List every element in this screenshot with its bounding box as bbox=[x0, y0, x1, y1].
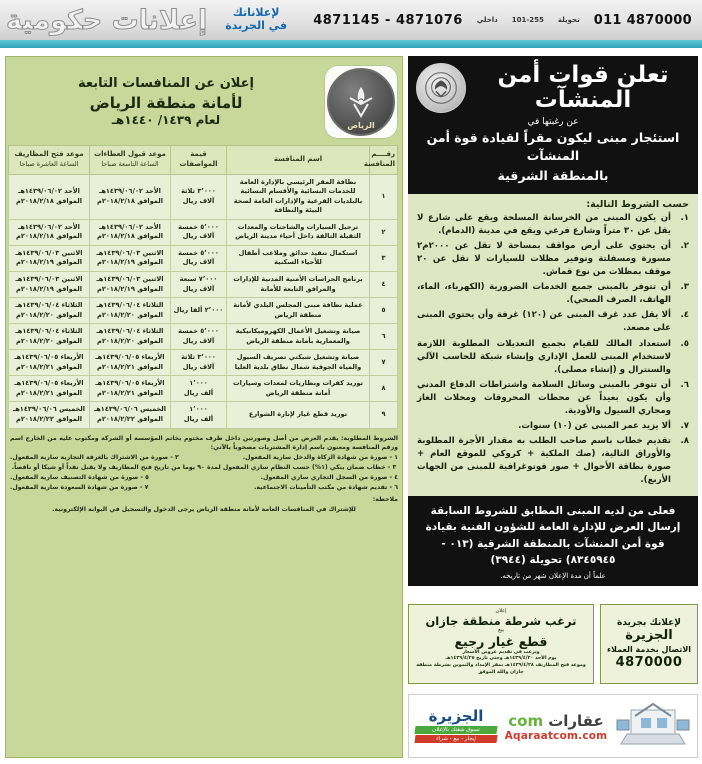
row-spec-words: آلاف ريال bbox=[182, 196, 215, 205]
row-spec-words: ألف ريال bbox=[183, 414, 214, 423]
row-spec-words: آلاف ريال bbox=[182, 258, 215, 267]
security-ad-footer bbox=[408, 496, 698, 586]
requirement-item-3: ٣ - خطاب ضمان بنكي (١%) حسب النظام ساري المفعول لمدة ٩٠ يوما من تاريخ فتح المظاريف ولا يقبل نقداً أو شيكا أو ناقصاً. bbox=[11, 464, 397, 472]
condition-item bbox=[417, 212, 689, 238]
row-spec-amount: ٣٬٠٠٠ ثلاثة bbox=[181, 353, 216, 362]
requirement-item-1: ١ - صورة من شهادة الزكاة والدخل سارية المفعول. bbox=[242, 454, 398, 462]
condition-item bbox=[417, 240, 689, 279]
tenders-title-line3: لعام ١٤٣٩/ ١٤٤٠هـ bbox=[111, 112, 221, 127]
row-bid-greg: الموافق ٢٠١٨/٢/٢٠م bbox=[97, 336, 163, 345]
row-open-hijri: الثلاثاء ١٤٣٩/٠٦/٠٤هـ bbox=[15, 301, 83, 310]
jazan-ad-label: إعلان bbox=[495, 608, 507, 614]
row-open-hijri: الأربعاء ١٤٣٩/٠٦/٠٥هـ bbox=[14, 379, 84, 388]
jazirah-logo-block bbox=[415, 709, 497, 743]
row-bid-greg: الموافق ٢٠١٨/٢/١٨م bbox=[97, 232, 163, 241]
condition-item bbox=[417, 435, 689, 487]
note-label: ملاحظة: bbox=[372, 496, 398, 504]
security-ad-headline: تعلن قوات أمن المنشآت bbox=[497, 62, 669, 114]
row-open-date bbox=[9, 298, 90, 324]
row-open-hijri: الأربعاء ١٤٣٩/٠٦/٠٥هـ bbox=[14, 353, 84, 362]
col-open-date-l1: موعد فتح المظاريف bbox=[14, 150, 84, 159]
laptop-house-icon bbox=[615, 700, 691, 752]
table-row bbox=[9, 298, 398, 324]
row-bid-greg: الموافق ٢٠١٨/٢/٢١م bbox=[97, 388, 163, 397]
col-tender-number-l2: المنافسة bbox=[363, 159, 395, 168]
condition-text: أن تتوفر بالمبنى جميع الخدمات الضرورية (الكهرباء، الماء، الهاتف، الصرف الصحي). bbox=[417, 282, 671, 306]
row-bid-date bbox=[90, 219, 171, 245]
emblem-label: الرياض bbox=[347, 121, 375, 130]
row-bid-date bbox=[90, 271, 171, 297]
col-tender-number bbox=[363, 146, 398, 175]
condition-item bbox=[417, 420, 689, 433]
note-text: للإشتراك في المنافسات العامة لأمانة منطقة الرياض يرجى الدخول والتسجيل في البوابة الإلكترونية. bbox=[52, 505, 356, 513]
contact-newspaper-name: الجزيرة bbox=[625, 628, 673, 644]
row-number: ٥ bbox=[370, 298, 398, 324]
row-open-hijri: الأحد ١٤٣٩/٠٦/٠٢هـ bbox=[18, 222, 80, 231]
requirements-pair-1 bbox=[10, 453, 398, 463]
row-bid-date bbox=[90, 245, 171, 271]
row-spec-amount: ١٬٠٠٠ bbox=[189, 405, 208, 414]
condition-item bbox=[417, 281, 689, 307]
requirement-item-2: ٢ - صورة من الاشتراك بالغرفة التجارية سارية المفعول. bbox=[10, 454, 179, 462]
row-bid-hijri: الأحد ١٤٣٩/٠٦/٠٢هـ bbox=[99, 222, 161, 231]
row-spec bbox=[171, 350, 227, 376]
condition-text: استعداد المالك للقيام بجميع التعديلات المطلوبة اللازمة لاستخدام المبنى للعمل الإداري وإنشاء شبكة للحاسب الآلي والسنترال و (إنشاء مصلى). bbox=[417, 338, 671, 375]
condition-text: ألا يزيد عمر المبنى عن (١٠) سنوات. bbox=[518, 420, 671, 431]
row-bid-hijri: الثلاثاء ١٤٣٩/٠٦/٠٤هـ bbox=[96, 327, 164, 336]
tenders-title-block bbox=[10, 76, 318, 129]
row-name: برنامج الحراسات الأمنية المدنية للإدارات والمرافق التابعة للأمانة bbox=[227, 271, 370, 297]
jazan-ad-detail1: وترغب في تقديم عروض الأسعار bbox=[462, 649, 540, 655]
row-spec-words: ألف ريال bbox=[183, 388, 214, 397]
row-number: ٦ bbox=[370, 324, 398, 350]
condition-number: ٦. bbox=[680, 379, 689, 390]
row-bid-date bbox=[90, 350, 171, 376]
table-row bbox=[9, 350, 398, 376]
table-row bbox=[9, 271, 398, 297]
row-number: ٤ bbox=[370, 271, 398, 297]
row-bid-hijri: الأربعاء ١٤٣٩/٠٦/٠٥هـ bbox=[95, 353, 165, 362]
main-phone: 011 4870000 bbox=[593, 12, 692, 28]
masthead-title-group bbox=[0, 4, 288, 36]
jazan-ad-detail3: وموعد فتح المظاريف ١٤٣٩/٤/٢٨هـ بمقر الإمداد والتموين بشرطة منطقة bbox=[416, 663, 586, 669]
col-tender-number-l1: رقــــم bbox=[371, 150, 395, 158]
security-ad-header bbox=[408, 56, 698, 194]
jazan-ad-detail4: جازان والله الموفق bbox=[478, 670, 524, 676]
row-spec-amount: ٥٬٠٠٠ خمسة bbox=[178, 327, 219, 336]
row-bid-date bbox=[90, 298, 171, 324]
table-row bbox=[9, 174, 398, 219]
conditions-title: حسب الشروط التالية: bbox=[586, 198, 689, 210]
jazan-ad-line1: ترغب شرطة منطقة جازان bbox=[425, 614, 577, 628]
condition-number: ١. bbox=[680, 212, 689, 223]
condition-number: ٢. bbox=[680, 241, 689, 252]
small-ads-row bbox=[408, 604, 698, 684]
row-open-greg: الموافق ٢٠١٨/٢/١٨م bbox=[16, 196, 82, 205]
tenders-title-line2: لأمانة منطقة الرياض bbox=[89, 93, 243, 112]
row-bid-date bbox=[90, 376, 171, 402]
row-open-date bbox=[9, 174, 90, 219]
ads-invite bbox=[225, 7, 287, 32]
table-row bbox=[9, 219, 398, 245]
row-open-greg: الموافق ٢٠١٨/٢/٢١م bbox=[16, 362, 82, 371]
row-bid-hijri: الاثنين ١٤٣٩/٠٦/٠٣هـ bbox=[96, 248, 164, 257]
row-spec bbox=[171, 298, 227, 324]
row-number: ٢ bbox=[370, 219, 398, 245]
row-bid-greg: الموافق ٢٠١٨/٢/٢١م bbox=[97, 362, 163, 371]
condition-item bbox=[417, 309, 689, 335]
row-spec bbox=[171, 219, 227, 245]
col-open-date bbox=[9, 146, 90, 175]
requirements-intro: الشروط المطلوبة: يقدم العرض من أصل وصورتين داخل ظرف مختوم بخاتم المؤسسة أو الشركة ومكتوب عليه من الخارج اسم ورقم المنافسة ومعنون باسم إدارة المشتريات مصحوباً بالآتي: bbox=[10, 434, 398, 452]
row-bid-date bbox=[90, 174, 171, 219]
row-spec bbox=[171, 324, 227, 350]
tender-requirements bbox=[10, 434, 398, 515]
direct-label: داخلي bbox=[476, 16, 498, 24]
condition-number: ٤. bbox=[680, 310, 689, 321]
security-ad-conditions bbox=[408, 194, 698, 496]
security-forces-emblem bbox=[416, 63, 466, 113]
col-tender-name: اسم المنافسة bbox=[227, 146, 370, 175]
row-open-date bbox=[9, 350, 90, 376]
row-bid-greg: الموافق ٢٠١٨/٢/١٩م bbox=[97, 284, 163, 293]
condition-item bbox=[417, 338, 689, 377]
row-spec-words: آلاف ريال bbox=[182, 284, 215, 293]
extension-range: 101-255 bbox=[511, 16, 544, 24]
row-open-date bbox=[9, 402, 90, 428]
direct-numbers: 4871145 - 4871076 bbox=[313, 12, 463, 28]
jazan-ad-detail2: يوم الأحد ١٤٣٩/٤/٢٠هـ وحتى تاريخ ١٤٣٩/٤/٢٥هـ bbox=[445, 656, 557, 662]
aqaraatcom-banner[interactable] bbox=[408, 694, 698, 758]
riyadh-municipality-emblem bbox=[324, 65, 398, 139]
row-spec-words: آلاف ريال bbox=[182, 362, 215, 371]
requirement-item-5: ٥ - صورة من شهادة التصنيف سارية المفعول. bbox=[10, 474, 149, 482]
palm-swords-icon bbox=[341, 82, 381, 122]
row-bid-date bbox=[90, 402, 171, 428]
col-spec-value: قيمة المواصفات bbox=[171, 146, 227, 175]
row-open-date bbox=[9, 271, 90, 297]
row-number: ٨ bbox=[370, 376, 398, 402]
row-spec bbox=[171, 245, 227, 271]
jazan-ad-line2: قطع غيار رجيع bbox=[454, 633, 548, 649]
requirement-item-4: ٤ - صورة من السجل التجاري ساري المفعول. bbox=[260, 474, 398, 482]
row-bid-greg: الموافق ٢٠١٨/٢/١٨م bbox=[97, 196, 163, 205]
banner-tagline-2: إيجار - بيع - شراء bbox=[414, 735, 497, 743]
condition-text: أن تتوفر بالمبنى وسائل السلامة واشتراطات الدفاع المدني وأن يكون بعيداً عن محطات المحروقات ومحلات الغاز ومجاري السيول والأودية. bbox=[417, 379, 671, 416]
condition-number: ٧. bbox=[680, 420, 689, 431]
condition-text: أن يكون المبنى من الخرسانة المسلحة ويقع على شارع لا يقل عن ٣٠ متراً وشارع فرعي ويقع في مدينة (الدمام). bbox=[417, 212, 671, 237]
row-name: صيانة وتشغيل الأعمال الكهروميكانيكية والمعمارية بأمانة منطقة الرياض bbox=[227, 324, 370, 350]
ads-invite-line2: في الجريدة bbox=[225, 19, 288, 32]
contact-line1: لإعلانك بجريدة bbox=[617, 618, 681, 629]
row-spec bbox=[171, 402, 227, 428]
jazirah-logo-text: الجزيرة bbox=[428, 707, 484, 725]
contact-line3: الاتصال بخدمة العملاء bbox=[606, 644, 692, 654]
row-open-greg: الموافق ٢٠١٨/٢/٢١م bbox=[16, 388, 82, 397]
condition-number: ٣. bbox=[680, 282, 689, 293]
row-bid-hijri: الثلاثاء ١٤٣٩/٠٦/٠٤هـ bbox=[96, 301, 164, 310]
banner-brand bbox=[497, 711, 615, 742]
row-open-greg: الموافق ٢٠١٨/٢/٢٠م bbox=[16, 310, 82, 319]
col-bid-deadline-l2: الساعة التاسعة صباحا bbox=[101, 160, 159, 169]
row-bid-greg: الموافق ٢٠١٨/٢/٢٠م bbox=[97, 310, 163, 319]
row-number: ٣ bbox=[370, 245, 398, 271]
row-name: استكمال تنفيذ حدائق وملاعب أطفال للأحياء السكنية bbox=[227, 245, 370, 271]
row-open-hijri: الخميس ١٤٣٩/٠٦/٠٦هـ bbox=[12, 405, 86, 414]
row-bid-greg: الموافق ٢٠١٨/٢/١٩م bbox=[97, 258, 163, 267]
jazan-ad-mid: بيع bbox=[497, 627, 505, 634]
row-spec-amount: ٥٬٠٠٠ خمسة bbox=[178, 222, 219, 231]
row-open-date bbox=[9, 324, 90, 350]
row-spec-words: آلاف ريال bbox=[182, 336, 215, 345]
row-name: توريد كفرات وبطاريات لمعدات وسيارات أمانة منطقة الرياض bbox=[227, 376, 370, 402]
row-bid-date bbox=[90, 324, 171, 350]
row-open-greg: الموافق ٢٠١٨/٢/١٩م bbox=[16, 284, 82, 293]
requirement-item-6: ٦ - تقديم شهادة من مكتب التأمينات الاجتماعية. bbox=[254, 484, 398, 492]
condition-text: أن يحتوي على أرض مواقف بمساحة لا تقل عن ٢٠٠٠م٢ مسورة ومسفلتة وتوفير مظلات للسيارات لا تقل عن ٢٠ موقف بمظلات من نوع قماش. bbox=[417, 241, 671, 278]
row-spec-words: آلاف ريال bbox=[182, 232, 215, 241]
facilities-security-ad bbox=[408, 56, 698, 586]
row-spec-amount: ٥٬٠٠٠ خمسة bbox=[178, 248, 219, 257]
security-ad-sub3: بالمنطقة الشرقية bbox=[497, 167, 609, 183]
row-bid-greg: الموافق ٢٠١٨/٢/٢٢م bbox=[97, 414, 163, 423]
row-spec-amount: ٣٬٠٠٠ ثلاثة bbox=[181, 187, 216, 196]
ads-invite-line1: لإعلاناتك bbox=[232, 6, 280, 20]
row-bid-hijri: الخميس ١٤٣٩/٠٦/٠٦هـ bbox=[93, 405, 167, 414]
row-open-date bbox=[9, 219, 90, 245]
row-open-greg: الموافق ٢٠١٨/٢/١٨م bbox=[16, 232, 82, 241]
security-ad-sub2: استئجار مبنى ليكون مقراً لقيادة قوة أمن المنشآت bbox=[426, 129, 680, 163]
col-open-date-l2: الساعة العاشرة صباحا bbox=[19, 160, 79, 169]
row-open-hijri: الاثنين ١٤٣٩/٠٦/٠٣هـ bbox=[15, 274, 83, 283]
row-spec-amount: ٢٬٠٠٠ ألفا ريال bbox=[173, 305, 224, 314]
customer-service-box bbox=[600, 604, 698, 684]
banner-brand-ar: عقارات bbox=[548, 711, 604, 730]
row-open-greg: الموافق ٢٠١٨/٢/٢٢م bbox=[16, 414, 82, 423]
condition-number: ٨. bbox=[680, 435, 689, 446]
row-bid-hijri: الأحد ١٤٣٩/٠٦/٠٢هـ bbox=[99, 187, 161, 196]
row-name: صيانة وتشغيل شبكتي تصريف السيول والمياه الجوفية شمال نطاق بلدية العليا bbox=[227, 350, 370, 376]
row-number: ٧ bbox=[370, 350, 398, 376]
condition-text: ألا يقل عدد غرف المبنى عن (١٢٠) غرفة وأن يحتوي المبنى على مصعد. bbox=[417, 310, 671, 334]
contact-phone: 4870000 bbox=[615, 654, 683, 670]
tenders-header bbox=[10, 61, 398, 143]
row-number: ١ bbox=[370, 174, 398, 219]
page-title: إعلانات حكومية bbox=[6, 4, 208, 36]
masthead-bar bbox=[0, 0, 702, 40]
security-ad-title-row bbox=[416, 63, 690, 114]
row-spec-amount: ٧٬٠٠٠ سبعة bbox=[179, 274, 218, 283]
tenders-table bbox=[8, 145, 398, 429]
row-open-greg: الموافق ٢٠١٨/٢/١٩م bbox=[16, 258, 82, 267]
row-spec-amount: ١٬٠٠٠ bbox=[189, 379, 208, 388]
row-name: نظافة المقر الرئيسي بالإدارة العامة للخدمات النسائية والأقسام النسائية بالبلديات الفرعية والإدارات العامة لصحة البيئة والنظافة bbox=[227, 174, 370, 219]
table-row bbox=[9, 324, 398, 350]
masthead-phones bbox=[313, 13, 702, 28]
row-number: ٩ bbox=[370, 402, 398, 428]
row-name: ترحيل السيارات والشاحنات والمعدات الثقيلة التالفة داخل أحياء مدينة الرياض bbox=[227, 219, 370, 245]
row-spec bbox=[171, 174, 227, 219]
conditions-list bbox=[417, 212, 689, 487]
table-row bbox=[9, 402, 398, 428]
banner-brand-row bbox=[497, 711, 615, 730]
riyadh-tenders-panel bbox=[5, 56, 403, 758]
table-header-row bbox=[9, 146, 398, 175]
banner-brand-com: com bbox=[508, 711, 544, 730]
security-ad-footer-note: علماً أن مدة الإعلان شهر من تاريخه. bbox=[500, 572, 606, 581]
row-name: عملية نظافة مبنى المجلس البلدي لأمانة منطقة الرياض bbox=[227, 298, 370, 324]
security-ad-footer-main: فعلى من لديه المبنى المطابق للشروط السابقة إرسال العرض للإدارة العامة للشؤون الفنية بقيادة قوة أمن المنشآت بالمنطقة الشرقية (٠١٣ - ٨٣٤٥٩٤٥) تحويلة (٣٩٤٤) bbox=[425, 505, 681, 567]
tenders-title-line1: إعلان عن المنافسات التابعة bbox=[77, 75, 254, 91]
requirements-pair-2 bbox=[10, 473, 398, 483]
condition-text: تقديم خطاب باسم صاحب الطلب به مقدار الأجرة المطلوبة والأوراق التالية، (صك الملكية + كروكي للموقع العام + صورة بطاقة الأحوال + صور فوتوغرافية للمبنى من الجهات الأربع). bbox=[417, 435, 671, 486]
jazan-police-ad bbox=[408, 604, 594, 684]
requirements-pair-3 bbox=[10, 483, 398, 493]
requirement-item-7: ٧ - صورة من شهادة السعودة سارية المفعول. bbox=[10, 484, 149, 492]
row-open-greg: الموافق ٢٠١٨/٢/٢٠م bbox=[16, 336, 82, 345]
row-open-hijri: الثلاثاء ١٤٣٩/٠٦/٠٤هـ bbox=[15, 327, 83, 336]
condition-item bbox=[417, 379, 689, 418]
table-row bbox=[9, 376, 398, 402]
row-bid-hijri: الأربعاء ١٤٣٩/٠٦/٠٥هـ bbox=[95, 379, 165, 388]
row-name: توريد قطع غيار لإنارة الشوارع bbox=[227, 402, 370, 428]
table-row bbox=[9, 245, 398, 271]
col-bid-deadline bbox=[90, 146, 171, 175]
banner-tagline-1: تسوق شقتك بالإعلان bbox=[414, 726, 497, 734]
banner-url: Aqaraatcom.com bbox=[504, 729, 608, 742]
extension-label: تحويلة bbox=[557, 16, 580, 24]
condition-number: ٥. bbox=[680, 338, 689, 349]
security-ad-sub1: عن رغبتها في bbox=[527, 116, 579, 127]
eagle-emblem-icon bbox=[424, 71, 458, 105]
row-bid-hijri: الاثنين ١٤٣٩/٠٦/٠٣هـ bbox=[96, 274, 164, 283]
row-open-hijri: الاثنين ١٤٣٩/٠٦/٠٣هـ bbox=[15, 248, 83, 257]
row-spec bbox=[171, 376, 227, 402]
emblem-circle bbox=[327, 68, 395, 136]
row-open-date bbox=[9, 245, 90, 271]
row-open-date bbox=[9, 376, 90, 402]
teal-divider bbox=[0, 40, 702, 48]
row-spec bbox=[171, 271, 227, 297]
col-bid-deadline-l1: موعد قبول العطاءات bbox=[94, 150, 166, 159]
row-open-hijri: الأحد ١٤٣٩/٠٦/٠٢هـ bbox=[18, 187, 80, 196]
